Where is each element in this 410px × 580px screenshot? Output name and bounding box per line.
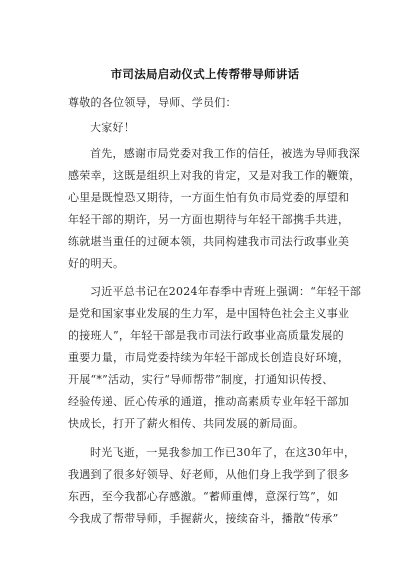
paragraph-line: 快成长，打开了薪火相传、共同发展的新局面。: [68, 417, 305, 430]
salutation: 尊敬的各位领导，导师、学员们：: [68, 96, 237, 109]
paragraph-line: 习近平总书记在2024年春季中青班上强调：“年轻干部: [90, 285, 362, 298]
paragraph-line: 练就堪当重任的过硬本领，共同构建我市司法行政事业美: [68, 235, 350, 248]
paragraph-line: 年轻干部的期许，另一方面也期待与年轻干部携手共进，: [68, 213, 350, 226]
paragraph-line: 重要力量，市局党委持续为年轻干部成长创造良好环境，: [68, 351, 350, 364]
greeting: 大家好！: [90, 121, 135, 134]
paragraph-line: 是党和国家事业发展的生力军，是中国特色社会主义事业: [68, 307, 350, 320]
paragraph-line: 的接班人”，年轻干部是我市司法行政事业高质量发展的: [68, 329, 344, 342]
paragraph-line: 好的明天。: [68, 257, 125, 270]
paragraph-line: 我遇到了很多好领导、好老师，从他们身上我学到了很多: [68, 468, 350, 481]
paragraph-line: 今我成了帮带导师，手握薪火，接续奋斗，播散“传承”: [68, 512, 339, 525]
paragraph-line: 东西，至今我都心存感激。“蓄师重傅，意深行笃”，如: [68, 490, 339, 503]
paragraph-line: 感荣幸，这既是组织上对我的肯定，又是对我工作的鞭策，: [68, 169, 361, 182]
paragraph-line: 经验传递、匠心传承的通道，推动高素质专业年轻干部加: [68, 395, 350, 408]
paragraph-line: 心里是既惶恐又期待，一方面生怕有负市局党委的厚望和: [68, 191, 350, 204]
paragraph-line: 时光飞逝，一晃我参加工作已30年了，在这30年中，: [90, 446, 356, 459]
paragraph-line: 首先，感谢市局党委对我工作的信任，被选为导师我深: [90, 147, 360, 160]
document-title: 市司法局启动仪式上传帮带导师讲话: [110, 67, 300, 81]
paragraph-line: 开展“*”活动，实行“导师帮带”制度，打通知识传授、: [68, 373, 334, 386]
